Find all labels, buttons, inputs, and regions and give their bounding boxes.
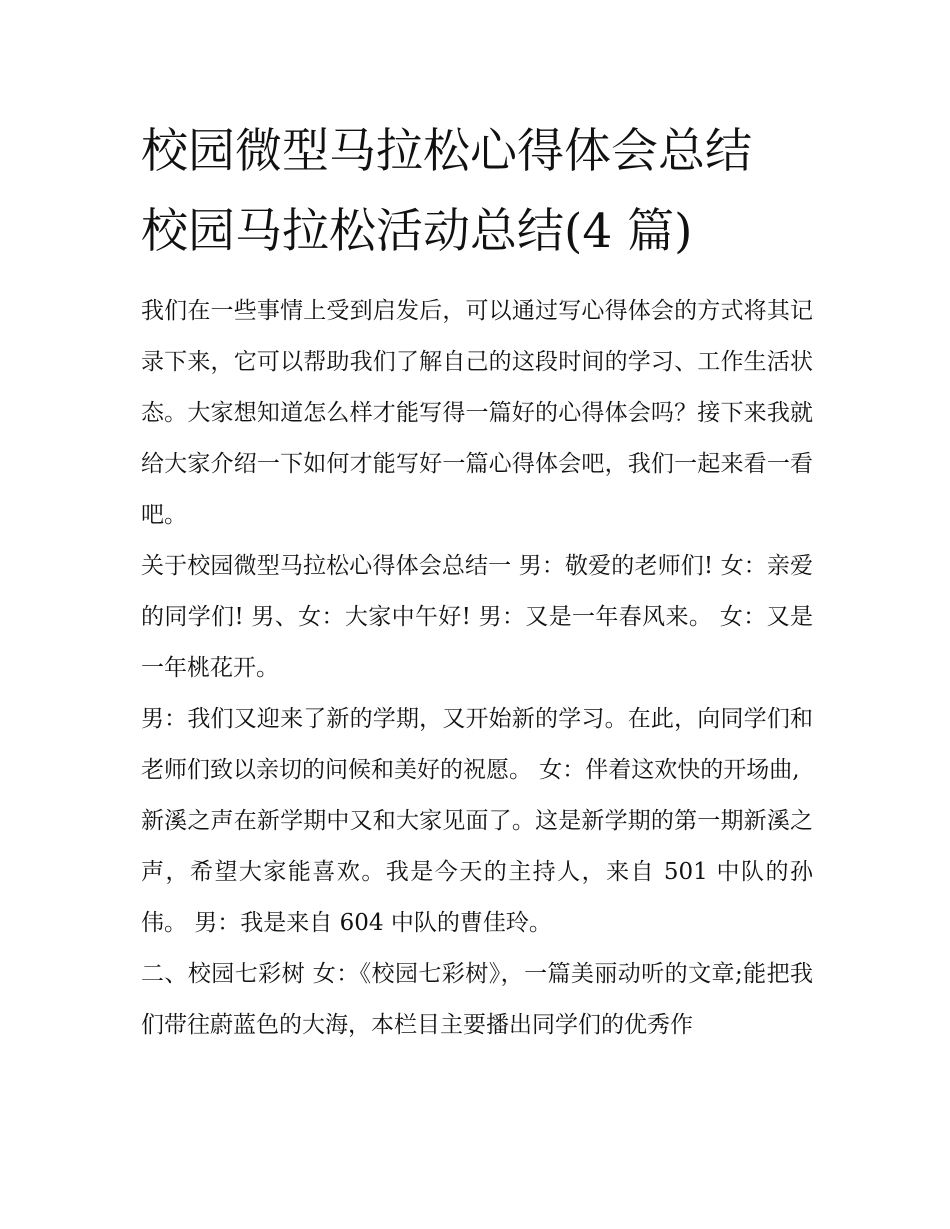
paragraph-intro: 我们在一些事情上受到启发后，可以通过写心得体会的方式将其记录下来，它可以帮助我们了解自己的这段时间的学习、工作生活状态。大家想知道怎么样才能写得一篇好的心得体会吗？接下来我就给大家介绍一下如何才能写好一篇心得体会吧，我们一起来看一看吧。 xyxy=(141,298,813,528)
paragraph-new-semester: 男：我们又迎来了新的学期，又开始新的学习。在此，向同学们和老师们致以亲切的问候和美好的祝愿。 女：伴着这欢快的开场曲, xyxy=(141,706,813,783)
document-title-line-1: 校园微型马拉松心得体会总结 xyxy=(141,124,752,179)
paragraph-opening-dialogue: 关于校园微型马拉松心得体会总结一 男：敬爱的老师们! 女：亲爱的同学们! 男、女：大家中午好! 男：又是一年春风来。 女：又是一年桃花开。 xyxy=(141,553,813,681)
paragraph-hosts: 新溪之声在新学期中又和大家见面了。这是新学期的第一期新溪之声，希望大家能喜欢。我是今天的主持人，来自 501 中队的孙伟。 男：我是来自 604 中队的曹佳玲。 xyxy=(141,808,813,936)
document-page xyxy=(141,112,813,1051)
paragraph-section-two: 二、校园七彩树 女：《校园七彩树》，一篇美丽动听的文章;能把我们带往蔚蓝色的大海，本栏目主要播出同学们的优秀作 xyxy=(141,961,813,1038)
document-title-line-2: 校园马拉松活动总结(4 篇) xyxy=(141,204,693,259)
document-body xyxy=(141,286,813,1051)
